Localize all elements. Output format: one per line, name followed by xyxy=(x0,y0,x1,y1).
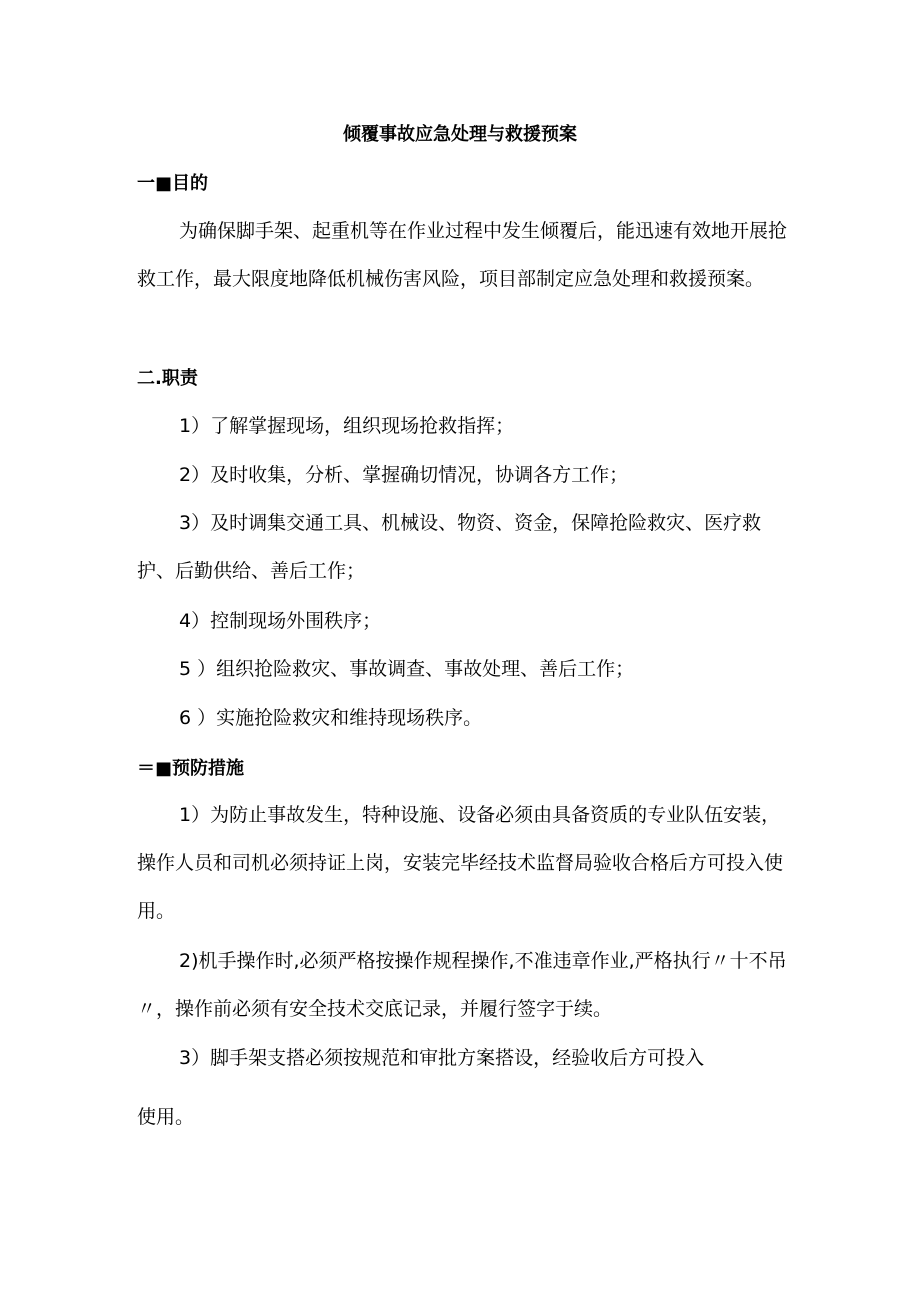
prevention-item-1: 1）为防止事故发生，特种设施、设备必须由具备资质的专业队伍安装，操作人员和司机必须持证上岗，安装完毕经技术监督局验收合格后方可投入使用。 xyxy=(137,804,784,922)
prevention-item-2: 2)机手操作时,必须严格按操作规程操作,不准违章作业,严格执行〃十不吊〃，操作前必须有安全技术交底记录，并履行签字于续。 xyxy=(137,950,787,1020)
section-heading-duties: 二.职责 xyxy=(137,368,198,389)
duty-item-6: 6 ）实施抢险救灾和维持现场秩序。 xyxy=(179,707,483,729)
prevention-item-3-continued: 使用。 xyxy=(137,1106,195,1128)
section-heading-purpose: 一■目的 xyxy=(137,173,209,194)
duty-item-1: 1）了解掌握现场，组织现场抢救指挥； xyxy=(179,415,515,437)
section-heading-prevention: ＝■预防措施 xyxy=(137,758,245,779)
prevention-item-3: 3）脚手架支搭必须按规范和审批方案搭设，经验收后方可投入 xyxy=(179,1047,705,1069)
duty-item-2: 2）及时收集，分析、掌握确切情况，协调各方工作； xyxy=(179,464,629,486)
duty-item-3: 3）及时调集交通工具、机械设、物资、资金，保障抢险救灾、医疗救护、后勤供给、善后工作； xyxy=(137,512,762,582)
purpose-paragraph: 为确保脚手架、起重机等在作业过程中发生倾覆后，能迅速有效地开展抢救工作，最大限度地降低机械伤害风险，项目部制定应急处理和救援预案。 xyxy=(137,220,788,290)
duty-item-4: 4）控制现场外围秩序； xyxy=(179,610,382,632)
document-title: 倾覆事故应急处理与救援预案 xyxy=(343,124,577,145)
duty-item-5: 5 ）组织抢险救灾、事故调查、事故处理、善后工作； xyxy=(179,658,635,680)
